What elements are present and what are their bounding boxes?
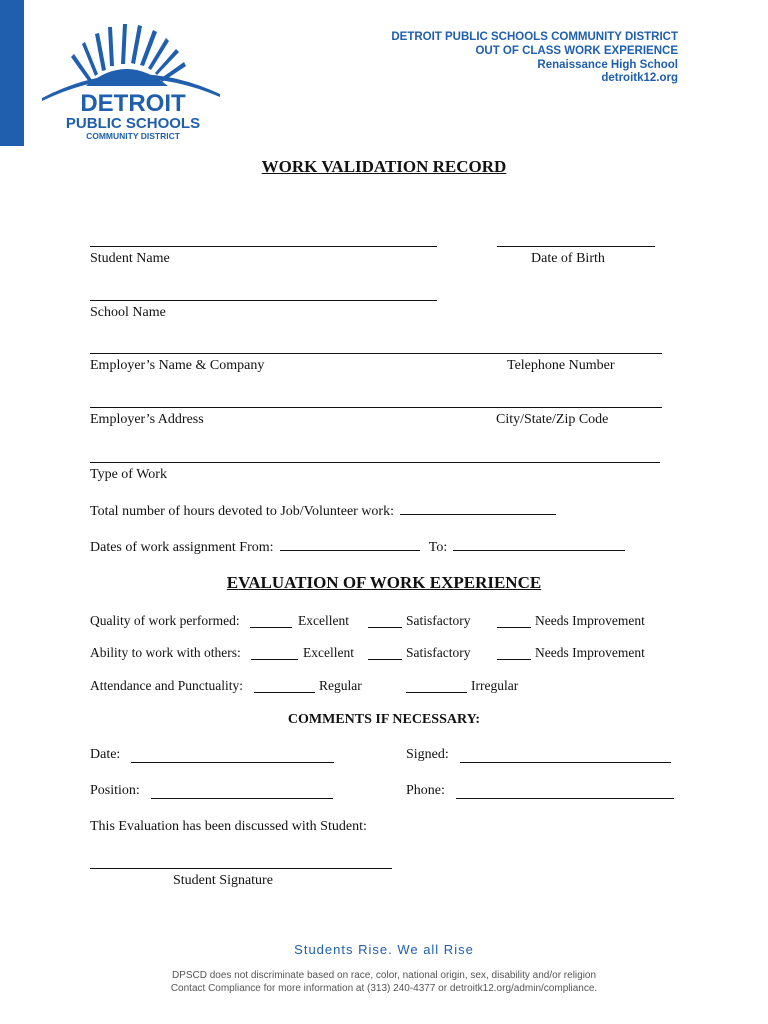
- attendance-regular-label: Regular: [319, 678, 362, 693]
- dates-from-field[interactable]: [280, 538, 420, 551]
- nondiscrimination-text: DPSCD does not discriminate based on race, color, national origin, sex, disability and/or religion: [171, 970, 597, 981]
- comments-heading: COMMENTS IF NECESSARY:: [287, 712, 481, 727]
- employer-name-field[interactable]: [90, 353, 662, 354]
- school-name-field[interactable]: [90, 300, 437, 301]
- phone-label: Phone:: [406, 783, 445, 798]
- quality-needs-improvement-field[interactable]: [497, 627, 531, 628]
- date-of-birth-label: Date of Birth: [531, 251, 605, 266]
- student-name-field[interactable]: [90, 246, 437, 247]
- total-hours-field[interactable]: [400, 502, 556, 515]
- telephone-label: Telephone Number: [507, 358, 615, 373]
- employer-address-field[interactable]: [90, 407, 662, 408]
- quality-label: Quality of work performed:: [90, 613, 240, 628]
- logo-word-public-schools: PUBLIC SCHOOLS: [65, 115, 201, 132]
- employer-address-label: Employer’s Address: [90, 412, 204, 427]
- tagline: Students Rise. We all Rise: [294, 942, 474, 957]
- district-header: [391, 31, 678, 86]
- date-label: Date:: [90, 747, 121, 762]
- logo-word-detroit: DETROIT: [80, 90, 186, 117]
- ability-label: Ability to work with others:: [90, 645, 241, 660]
- type-of-work-label: Type of Work: [90, 467, 167, 482]
- total-hours-row: [90, 502, 562, 520]
- dpscd-logo: [38, 22, 228, 144]
- school-name-label: School Name: [90, 305, 166, 320]
- ability-satisfactory-field[interactable]: [368, 659, 402, 660]
- attendance-irregular-field[interactable]: [406, 692, 467, 693]
- header-line-school: Renaissance High School: [537, 58, 678, 71]
- header-line-district: DETROIT PUBLIC SCHOOLS COMMUNITY DISTRICT: [391, 31, 678, 43]
- attendance-irregular-label: Irregular: [471, 678, 519, 693]
- position-label: Position:: [90, 783, 140, 798]
- dates-to-label: To:: [428, 540, 448, 555]
- quality-excellent-field[interactable]: [250, 627, 292, 628]
- dates-from-label: Dates of work assignment From:: [90, 540, 274, 555]
- type-of-work-field[interactable]: [90, 462, 660, 463]
- ability-satisfactory-label: Satisfactory: [406, 645, 471, 660]
- ability-excellent-label: Excellent: [303, 645, 354, 660]
- employer-name-label: Employer’s Name & Company: [90, 358, 265, 373]
- dates-to-field[interactable]: [453, 538, 625, 551]
- attendance-label: Attendance and Punctuality:: [90, 678, 243, 693]
- header-line-website: detroitk12.org: [601, 72, 678, 85]
- signed-field[interactable]: [460, 762, 671, 763]
- position-field[interactable]: [151, 798, 333, 799]
- compliance-contact-text: Contact Compliance for more information at (313) 240-4377 or detroitk12.org/admin/compliance.: [170, 982, 598, 994]
- quality-satisfactory-label: Satisfactory: [406, 613, 471, 628]
- brand-color-bar: [0, 0, 24, 146]
- quality-excellent-label: Excellent: [298, 613, 349, 628]
- quality-satisfactory-field[interactable]: [368, 627, 402, 628]
- discussed-label: This Evaluation has been discussed with Student:: [90, 819, 367, 834]
- date-of-birth-field[interactable]: [497, 246, 655, 247]
- ability-excellent-field[interactable]: [251, 659, 298, 660]
- student-signature-field[interactable]: [90, 868, 392, 869]
- evaluation-title: EVALUATION OF WORK EXPERIENCE: [226, 573, 542, 592]
- total-hours-label: Total number of hours devoted to Job/Volunteer work:: [90, 504, 394, 519]
- attendance-regular-field[interactable]: [254, 692, 315, 693]
- student-name-label: Student Name: [90, 251, 170, 266]
- city-state-zip-label: City/State/Zip Code: [496, 412, 609, 427]
- page-title: WORK VALIDATION RECORD: [261, 157, 507, 176]
- dates-row: [90, 538, 631, 556]
- logo-word-community-district: COMMUNITY DISTRICT: [86, 131, 180, 141]
- student-signature-label: Student Signature: [173, 873, 273, 888]
- sunrise-icon: [38, 22, 228, 144]
- quality-needs-improvement-label: Needs Improvement: [535, 613, 645, 628]
- signed-label: Signed:: [406, 747, 449, 762]
- ability-needs-improvement-label: Needs Improvement: [535, 645, 645, 660]
- ability-needs-improvement-field[interactable]: [497, 659, 531, 660]
- header-line-program: OUT OF CLASS WORK EXPERIENCE: [475, 44, 678, 57]
- date-field[interactable]: [131, 762, 334, 763]
- footer-notice: [0, 970, 768, 995]
- phone-field[interactable]: [456, 798, 674, 799]
